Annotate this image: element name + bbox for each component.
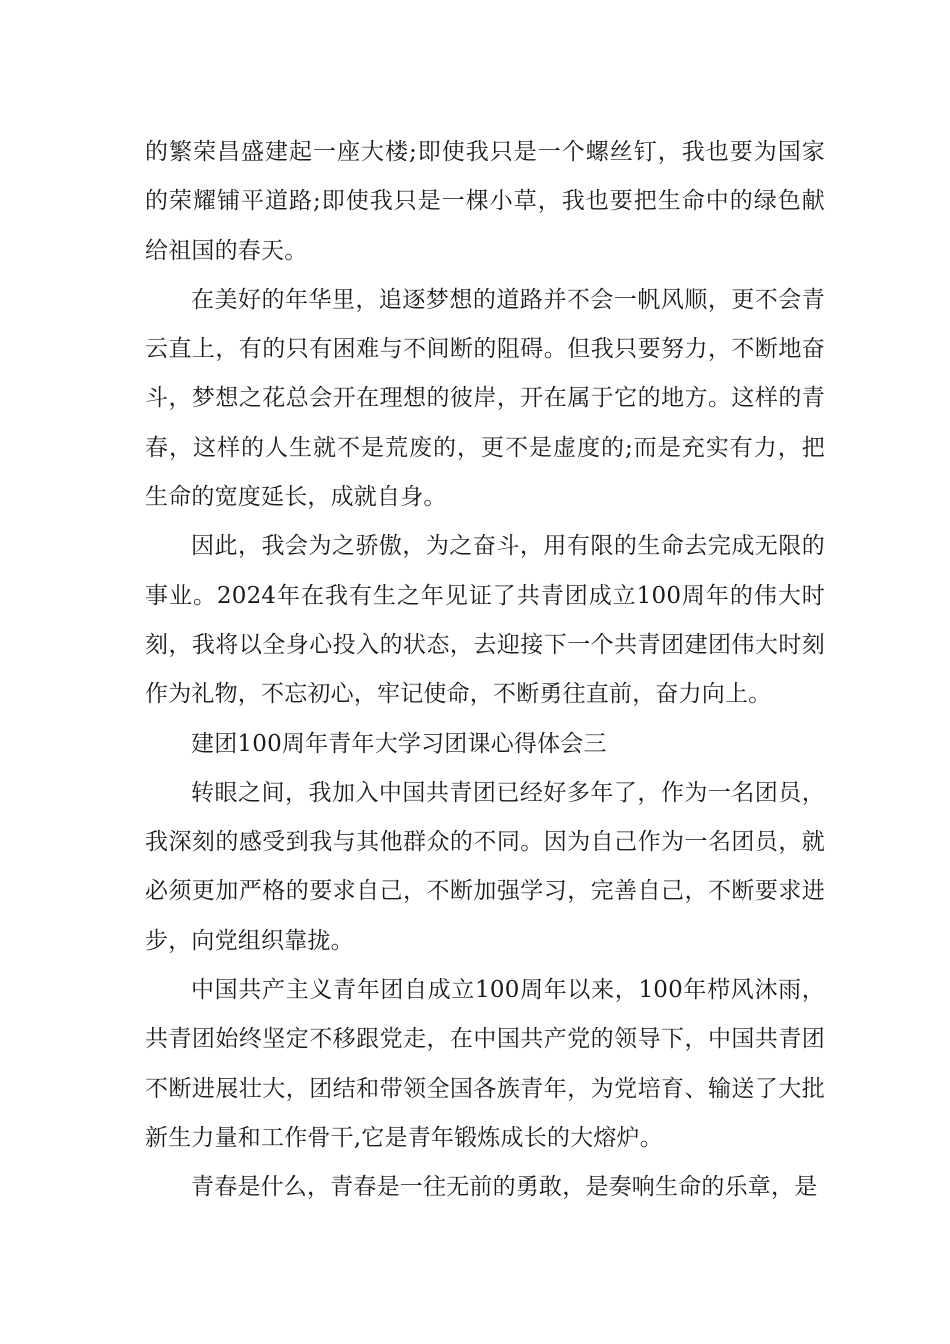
paragraph-continuation: 的繁荣昌盛建起一座大楼;即使我只是一个螺丝钉，我也要为国家的荣耀铺平道路;即使我只是一棵小草，我也要把生命中的绿色献给祖国的春天。: [145, 139, 825, 264]
paragraph-youth-dream: 在美好的年华里，追逐梦想的道路并不会一帆风顺，更不会青云直上，有的只有困难与不间断的阻碍。但我只要努力，不断地奋斗，梦想之花总会开在理想的彼岸，开在属于它的地方。这样的青春，这样的人生就不是荒废的，更不是虚度的;而是充实有力，把生命的宽度延长，成就自身。: [145, 286, 825, 511]
paragraph-joining-league: 转眼之间，我加入中国共青团已经好多年了，作为一名团员，我深刻的感受到我与其他群众的不同。因为自己作为一名团员，就必须更加严格的要求自己，不断加强学习，完善自己，不断要求进步，向党组织靠拢。: [145, 779, 825, 954]
paragraph-league-history: 中国共产主义青年团自成立100周年以来，100年栉风沐雨，共青团始终坚定不移跟党走，在中国共产党的领导下，中国共青团不断进展壮大，团结和带领全国各族青年，为党培育、输送了大批新生力量和工作骨干,它是青年锻炼成长的大熔炉。: [145, 977, 825, 1151]
document-body: [145, 128, 825, 1213]
section-heading: 建团100周年青年大学习团课心得体会三: [191, 730, 607, 757]
paragraph-what-is-youth: 青春是什么，青春是一往无前的勇敢，是奏响生命的乐章，是: [191, 1174, 818, 1201]
paragraph-conclusion: 因此，我会为之骄傲，为之奋斗，用有限的生命去完成无限的事业。2024年在我有生之年见证了共青团成立100周年的伟大时刻，我将以全身心投入的状态，去迎接下一个共青团建团伟大时刻作为礼物，不忘初心，牢记使命，不断勇往直前，奋力向上。: [145, 533, 825, 708]
